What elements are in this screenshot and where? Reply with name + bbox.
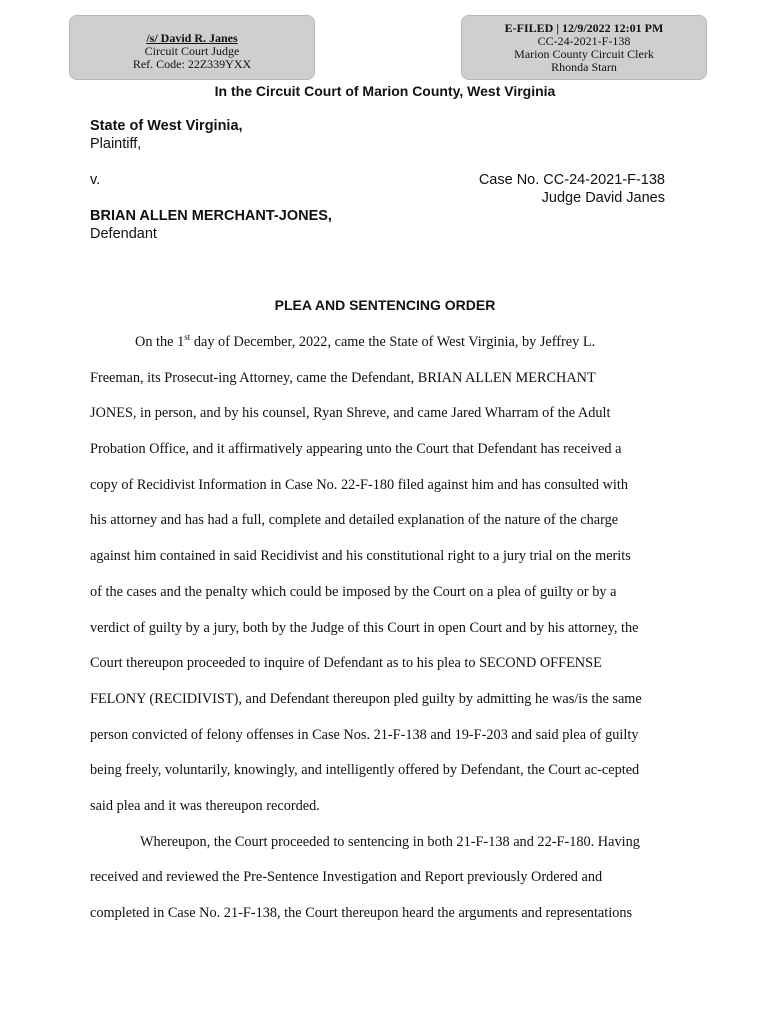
body-line: FELONY (RECIDIVIST), and Defendant thereupon pled guilty by admitting he was/is the same: [90, 690, 642, 707]
plaintiff-name: State of West Virginia,: [90, 118, 243, 134]
court-title: In the Circuit Court of Marion County, West Virginia: [214, 83, 556, 99]
efiled-date: E-FILED | 12/9/2022 12:01 PM: [504, 21, 664, 35]
stamp-case-number: CC-24-2021-F-138: [537, 34, 631, 48]
body-line: his attorney and has had a full, complete and detailed explanation of the nature of the charge: [90, 512, 619, 529]
body-line: against him contained in said Recidivist and his constitutional right to a jury trial on the merits: [90, 548, 631, 565]
case-number: Case No. CC-24-2021-F-138: [478, 172, 665, 188]
body-line: Probation Office, and it affirmatively appearing unto the Court that Defendant has received a: [90, 441, 622, 458]
body-line: being freely, voluntarily, knowingly, and intelligently offered by Defendant, the Court ac-cepted: [90, 762, 640, 779]
judge-name: Judge David Janes: [541, 190, 665, 206]
order-body: [90, 333, 690, 940]
body-line: said plea and it was thereupon recorded.: [90, 797, 320, 814]
body-line: verdict of guilty by a jury, both by the Judge of this Court in open Court and by his attorney, the: [90, 619, 639, 636]
judge-signature-stamp: [69, 15, 315, 80]
body-line-text: On the 1: [135, 334, 185, 350]
body-line: JONES, in person, and by his counsel, Ryan Shreve, and came Jared Wharram of the Adult: [90, 405, 611, 422]
plaintiff-role: Plaintiff,: [90, 136, 142, 152]
clerk-name: Rhonda Starn: [551, 60, 617, 74]
body-line: received and reviewed the Pre-Sentence Investigation and Report previously Ordered and: [90, 869, 603, 886]
judge-title: Circuit Court Judge: [144, 44, 240, 58]
order-title: PLEA AND SENTENCING ORDER: [274, 297, 496, 313]
versus: v.: [90, 172, 101, 188]
ref-code: Ref. Code: 22Z339YXX: [132, 57, 252, 71]
body-line: copy of Recidivist Information in Case No. 22-F-180 filed against him and has consulted with: [90, 476, 629, 493]
body-line: of the cases and the penalty which could be imposed by the Court on a plea of guilty or by a: [90, 583, 617, 600]
body-line: Whereupon, the Court proceeded to sentencing in both 21-F-138 and 22-F-180. Having: [140, 833, 640, 850]
judge-signature: /s/ David R. Janes: [146, 31, 238, 45]
defendant-role: Defendant: [90, 226, 157, 242]
ordinal-suffix: st: [184, 332, 191, 343]
defendant-name: BRIAN ALLEN MERCHANT-JONES,: [90, 208, 332, 224]
body-line: person convicted of felony offenses in Case Nos. 21-F-138 and 19-F-203 and said plea of guilty: [90, 726, 639, 743]
body-line: [90, 333, 690, 369]
efiled-stamp: [461, 15, 707, 80]
body-line-text: day of December, 2022, came the State of West Virginia, by Jeffrey L.: [190, 334, 596, 350]
body-line: completed in Case No. 21-F-138, the Court thereupon heard the arguments and representations: [90, 905, 633, 921]
body-line: Freeman, its Prosecut-ing Attorney, came the Defendant, BRIAN ALLEN MERCHANT: [90, 369, 596, 386]
clerk-office: Marion County Circuit Clerk: [514, 47, 654, 61]
body-line: Court thereupon proceeded to inquire of Defendant as to his plea to SECOND OFFENSE: [90, 655, 602, 672]
